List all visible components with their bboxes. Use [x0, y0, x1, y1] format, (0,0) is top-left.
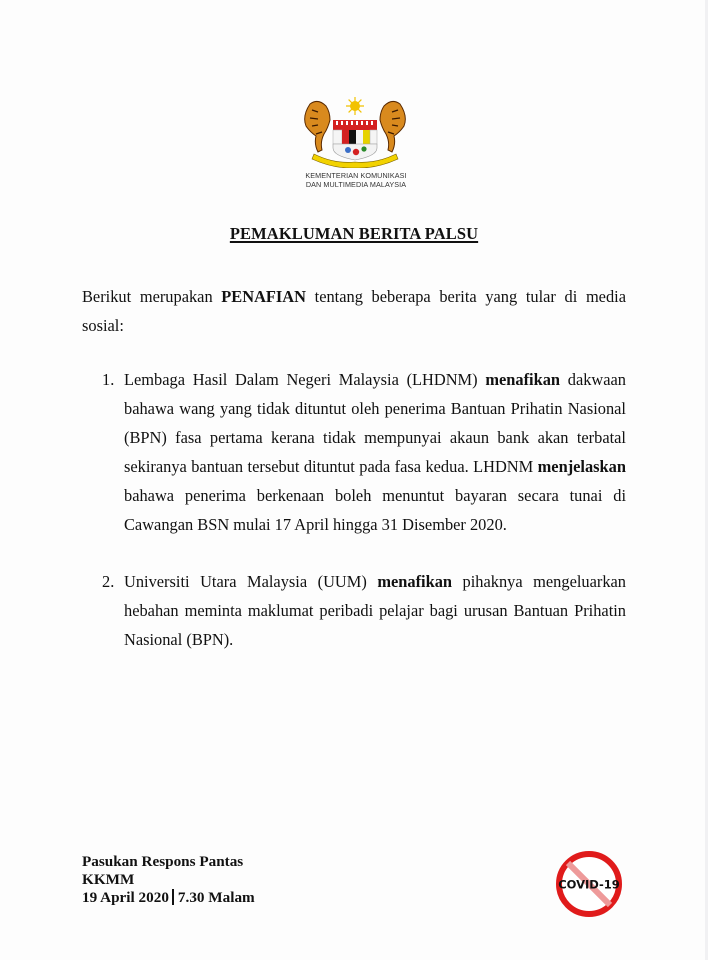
text-segment: Universiti Utara Malaysia (UUM)	[124, 572, 378, 591]
bold-term: menjelaskan	[537, 457, 626, 476]
intro-bold-term: PENAFIAN	[221, 287, 306, 306]
intro-text-after: tentang beberapa berita yang tular di media sosial:	[82, 287, 626, 335]
list-item-number: 2.	[102, 572, 115, 591]
list-item-text	[124, 567, 626, 654]
signoff	[82, 853, 255, 907]
list-item-text	[124, 365, 626, 539]
no-covid-19-icon	[554, 849, 624, 919]
text-segment: Lembaga Hasil Dalam Negeri Malaysia (LHDNM)	[124, 370, 486, 389]
intro-paragraph	[82, 283, 626, 340]
signoff-date: 19 April 2020	[82, 889, 169, 906]
signoff-time: 7.30 Malam	[177, 889, 255, 906]
signoff-org: KKMM	[82, 871, 135, 888]
bold-term: menafikan	[485, 370, 561, 389]
text-segment: dakwaan bahawa wang yang tidak dituntut oleh penerima Bantuan Prihatin Nasional (BPN) fasa pertama kerana tidak mempunyai akaun bank akan terbatal sekiranya bantuan tersebut dituntut pada fasa kedua. LHDNM	[124, 370, 626, 476]
page-title: PEMAKLUMAN BERITA PALSU	[229, 224, 479, 243]
separator	[172, 889, 174, 905]
ministry-name-line1: KEMENTERIAN KOMUNIKASI	[305, 171, 407, 180]
text-segment: pihaknya mengeluarkan hebahan meminta maklumat peribadi pelajar bagi urusan Bantuan Prihatin Nasional (BPN).	[124, 572, 626, 649]
ministry-name	[0, 171, 708, 189]
text-segment: bahawa penerima berkenaan boleh menuntut bayaran secara tunai di Cawangan BSN mulai 17 April hingga 31 Disember 2020.	[124, 486, 626, 534]
ministry-name-line2: DAN MULTIMEDIA MALAYSIA	[305, 180, 407, 189]
intro-text-before: Berikut merupakan	[82, 287, 222, 306]
signoff-datetime	[82, 889, 255, 907]
signoff-team: Pasukan Respons Pantas	[82, 853, 244, 870]
bold-term: menafikan	[377, 572, 453, 591]
list-item-number: 1.	[102, 370, 115, 389]
badge-text: COVID-19	[558, 877, 620, 892]
coat-of-arms-icon	[300, 96, 410, 168]
